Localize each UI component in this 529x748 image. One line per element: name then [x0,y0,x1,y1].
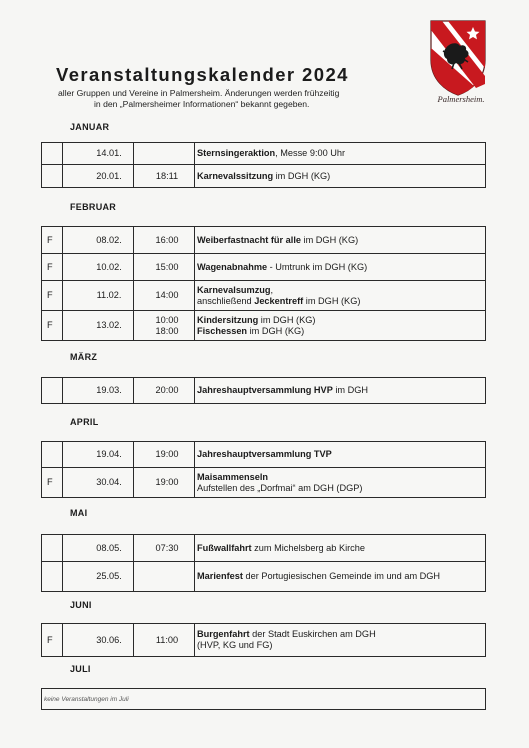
event-detail: anschließend [197,295,255,306]
event-title: Jahreshauptversammlung HVP [197,385,333,395]
family-flag: F [47,320,53,330]
event-description [197,165,330,187]
event-description [197,624,376,656]
family-flag [47,442,61,467]
event-title: Jeckentreff [254,295,304,306]
event-date: 10.02. [96,261,122,272]
event-title: Jahreshauptversammlung TVP [197,449,332,459]
event-date: 08.02. [96,234,122,245]
event-title: Karnevalsumzug [197,284,271,295]
family-flag: F [47,290,53,300]
family-flag [47,378,61,403]
coat-of-arms-label: Palmersheim. [437,94,485,104]
event-description [197,562,440,591]
month-heading: JUNI [70,600,92,610]
event-date: 19.03. [96,385,122,395]
event-time-value: 18:11 [155,170,179,181]
event-title: Fußwallfahrt [197,542,252,553]
event-row [42,535,485,562]
event-date: 25.05. [96,571,122,581]
family-flag: F [47,477,53,487]
month-table [41,534,486,592]
month-heading: JANUAR [70,122,110,132]
page-title: Veranstaltungskalender 2024 [56,64,349,85]
month-table [41,441,486,498]
event-date: 19.04. [96,449,122,459]
month-heading: FEBRUAR [70,202,117,212]
event-date: 30.06. [96,634,122,645]
event-title: Marienfest [197,571,243,581]
event-title: Sternsingeraktion [197,148,276,158]
event-time-value: 14:00 [155,290,179,300]
event-title: Maisammenseln [197,471,268,482]
event-title: Fischessen [197,325,248,336]
month-table [41,623,486,657]
event-time [138,535,196,561]
family-flag [47,562,61,591]
event-time-value: 10:00 [155,314,179,325]
month-table [41,688,486,710]
event-title: Burgenfahrt [197,629,250,639]
month-table [41,377,486,404]
event-description [197,254,367,280]
event-description [197,227,358,253]
month-heading: JULI [70,664,91,674]
event-time-value: 20:00 [155,385,179,395]
event-time [138,143,196,164]
event-date: 13.02. [96,320,122,330]
event-row [42,562,485,591]
event-detail: im DGH (KG) [258,314,316,325]
event-time [138,562,196,591]
event-date: 30.04. [96,477,122,487]
event-row [42,165,485,187]
event-description [197,535,365,561]
event-title: Weiberfastnacht für alle [197,234,301,245]
event-time-value: 19:00 [155,477,179,487]
event-description [197,143,345,164]
event-time-value: 11:00 [155,634,179,645]
family-flag [47,143,61,164]
event-detail: , [270,284,274,295]
family-flag: F [47,234,53,245]
event-time-value: 07:30 [155,542,179,553]
event-detail: - Umtrunk im DGH (KG) [267,261,368,272]
family-flag [47,165,61,187]
event-date: 11.02. [96,290,122,300]
event-time [138,468,196,497]
event-detail: zum Michelsberg ab Kirche [251,542,365,553]
event-time-value: 19:00 [155,449,179,459]
event-description [197,468,362,497]
event-row [42,468,485,497]
event-title: Wagenabnahme [197,261,268,272]
event-row [42,378,485,403]
event-time [138,378,196,403]
event-detail: der Portugiesischen Gemeinde im und am DGH [242,571,441,581]
event-time-value: 18:00 [155,325,179,336]
event-row [42,254,485,281]
event-date: 14.01. [96,148,122,158]
month-heading: APRIL [70,417,99,427]
event-detail: im DGH (KG) [300,234,359,245]
event-row [42,281,485,311]
subtitle-line-1: aller Gruppen und Vereine in Palmersheim. Änderungen werden frühzeitig [58,88,340,98]
event-row [42,143,485,165]
event-row [42,227,485,254]
month-heading: MÄRZ [70,352,98,362]
event-detail: , Messe 9:00 Uhr [275,148,346,158]
event-detail: im DGH (KG) [303,295,361,306]
event-time [138,165,196,187]
event-row [42,442,485,468]
event-time [138,624,196,656]
empty-month-note: keine Veranstaltungen im Juli [44,695,129,703]
event-detail: im DGH (KG) [247,325,305,336]
event-date: 20.01. [96,170,122,181]
event-time [138,281,196,310]
subtitle-line-2: in den „Palmersheimer Informationen“ bekannt gegeben. [94,99,310,109]
event-description [197,378,368,403]
event-detail: der Stadt Euskirchen am DGH [249,629,376,639]
palmersheim-coat-of-arms-icon [428,18,488,96]
month-table [41,142,486,188]
month-table [41,226,486,341]
family-flag: F [47,634,53,645]
event-time [138,442,196,467]
event-title: Kindersitzung [197,314,259,325]
event-description [197,281,360,310]
event-time [138,227,196,253]
event-description [197,311,315,340]
event-time [138,311,196,340]
event-row [42,624,485,656]
event-description [197,442,332,467]
event-detail: (HVP, KG und FG) [197,640,273,650]
event-row [42,311,485,340]
event-time [138,254,196,280]
event-detail: im DGH (KG) [273,170,331,181]
event-time-value: 15:00 [155,261,179,272]
event-title: Karnevalssitzung [197,170,274,181]
event-time-value: 16:00 [155,234,179,245]
event-detail: im DGH [332,385,369,395]
event-detail: Aufstellen des „Dorfmai“ am DGH (DGP) [197,482,363,493]
family-flag [47,535,61,561]
month-heading: MAI [70,508,88,518]
family-flag: F [47,261,53,272]
event-date: 08.05. [96,542,122,553]
